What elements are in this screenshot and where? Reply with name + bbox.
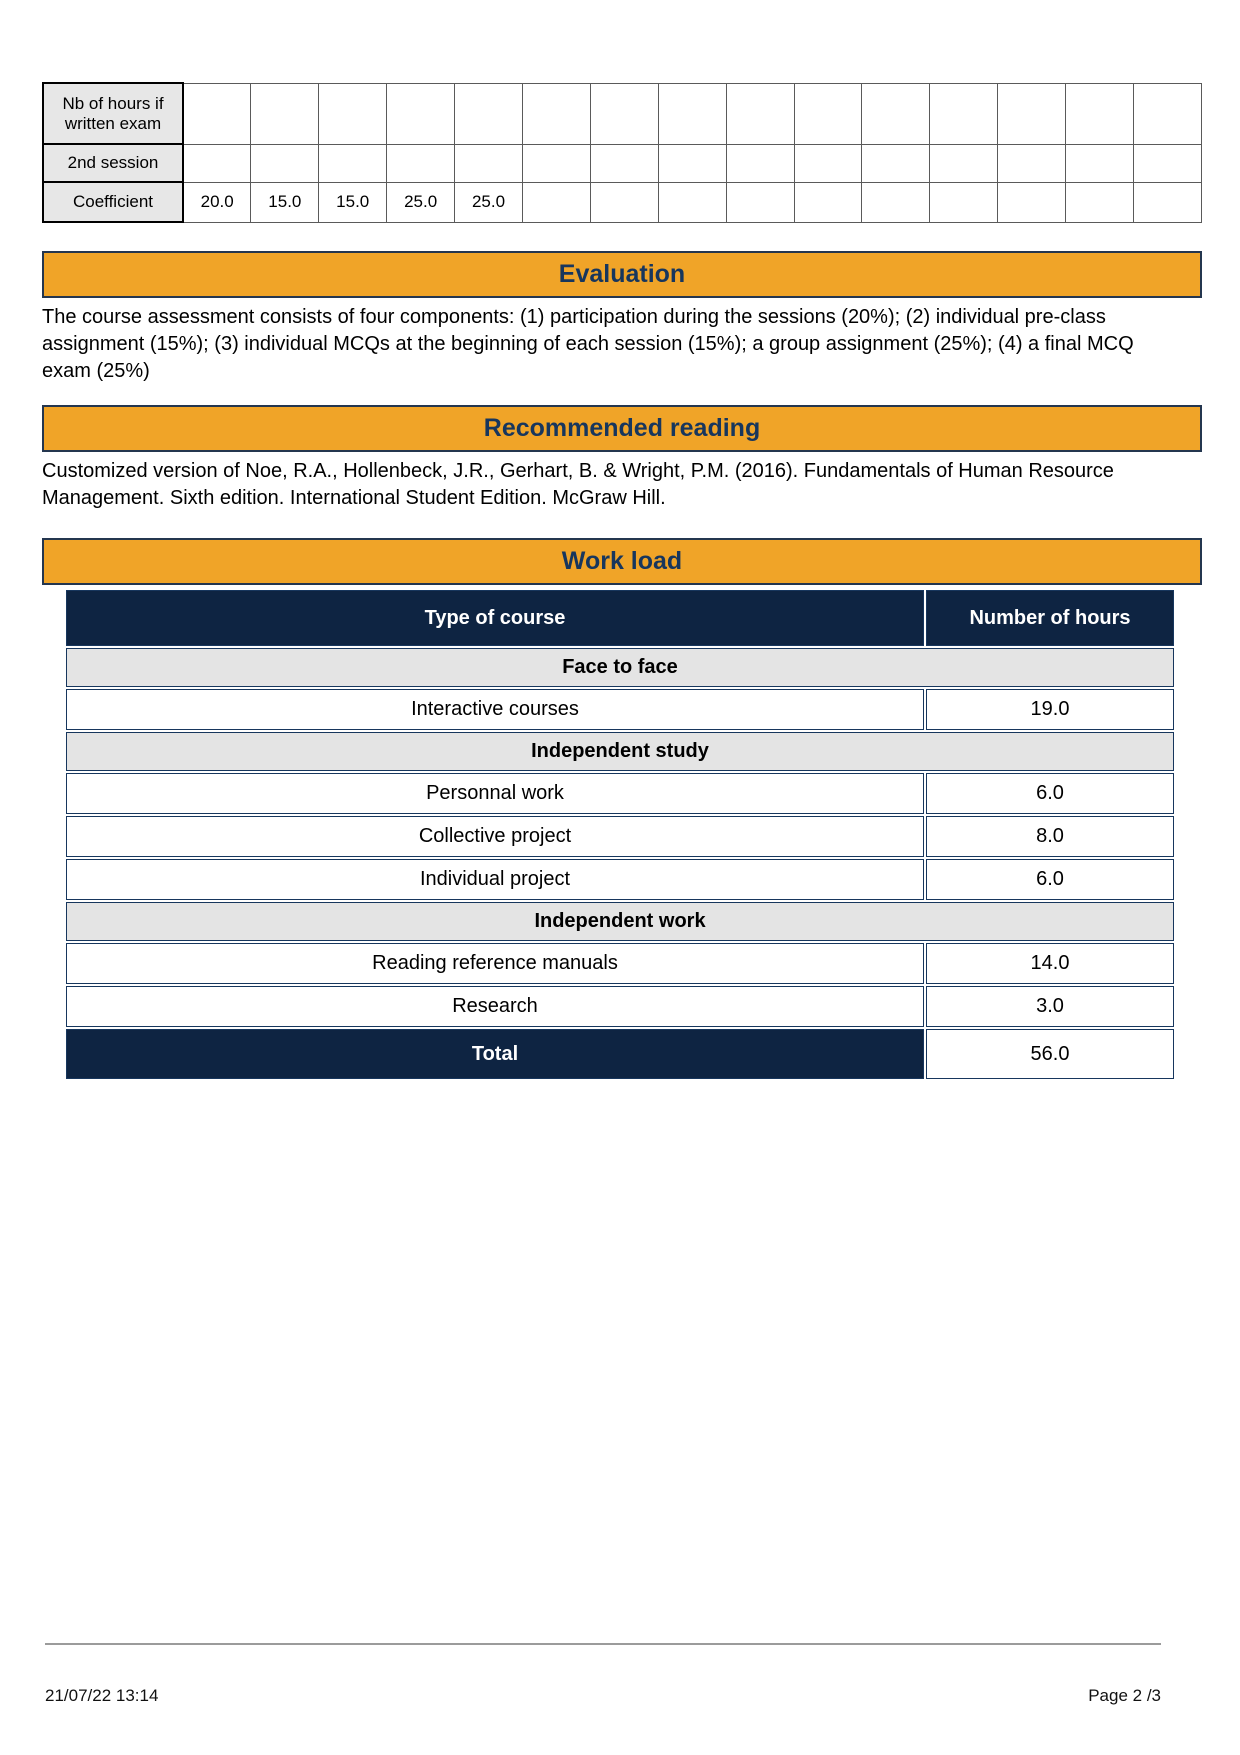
session-cell [522,144,590,182]
workload-header-row [66,590,1174,646]
session-cell [590,83,658,144]
workload-row-section [66,732,1174,771]
session-cell [726,182,794,222]
session-cell [930,182,998,222]
workload-row-data [66,986,1174,1027]
session-cell [590,182,658,222]
workload-row-data [66,943,1174,984]
session-cell [590,144,658,182]
session-cell [862,83,930,144]
workload-row-data [66,859,1174,900]
recommended-reading-body: Customized version of Noe, R.A., Hollenbeck, J.R., Gerhart, B. & Wright, P.M. (2016). Fundamentals of Human Resource Management. Sixth edition. International Student Edition. McGraw Hill. [42,460,1114,509]
workload-row-total [66,1029,1174,1079]
sessions-table-row [43,83,1202,144]
session-cell [251,83,319,144]
session-cell [930,83,998,144]
session-cell: 15.0 [251,182,319,222]
recommended-reading-title: Recommended reading [483,414,761,442]
session-cell [455,83,523,144]
session-cell [1066,182,1134,222]
session-cell [930,144,998,182]
session-cell [998,83,1066,144]
session-cell [387,144,455,182]
session-cell [319,144,387,182]
session-cell [794,83,862,144]
session-cell [1066,144,1134,182]
sessions-table-row [43,182,1202,222]
session-cell [794,144,862,182]
workload-row-data [66,689,1174,730]
workload-table-body [66,648,1174,1079]
footer-divider [45,1643,1161,1645]
workload-row-data [66,773,1174,814]
session-cell [183,144,251,182]
session-cell [522,83,590,144]
evaluation-title: Evaluation [558,260,686,288]
session-cell [658,144,726,182]
session-cell [319,83,387,144]
workload-section-label: Independent work [66,902,1174,941]
session-cell: 15.0 [319,182,387,222]
session-cell: 25.0 [455,182,523,222]
footer-datetime: 21/07/22 13:14 [45,1686,159,1705]
session-cell [998,182,1066,222]
session-cell [998,144,1066,182]
workload-type-cell: Collective project [66,816,924,857]
workload-type-cell: Research [66,986,924,1027]
workload-section-label: Independent study [66,732,1174,771]
workload-row-section [66,902,1174,941]
evaluation-body: The course assessment consists of four components: (1) participation during the sessions (20%); (2) individual pre-class assignment (15%); (3) individual MCQs at the beginning of each session (15%); a group assignment (25%); (4) a final MCQ exam (25%) [42,306,1134,382]
workload-row-data [66,816,1174,857]
workload-section-label: Face to face [66,648,1174,687]
workload-type-cell: Interactive courses [66,689,924,730]
session-cell [387,83,455,144]
session-cell [522,182,590,222]
workload-title: Work load [561,547,683,575]
workload-type-cell: Total [66,1029,924,1079]
workload-hours-cell: 19.0 [926,689,1174,730]
sessions-table-body [43,83,1202,222]
sessions-table [42,82,1202,223]
footer-page-number: Page 2 /3 [1088,1686,1161,1705]
session-cell: 25.0 [387,182,455,222]
workload-type-cell: Individual project [66,859,924,900]
session-cell [658,83,726,144]
workload-hours-cell: 8.0 [926,816,1174,857]
workload-hours-cell: 6.0 [926,773,1174,814]
workload-banner [42,538,1202,585]
session-cell [862,182,930,222]
session-cell [1133,182,1201,222]
workload-row-section [66,648,1174,687]
workload-hours-cell: 3.0 [926,986,1174,1027]
workload-type-cell: Personnal work [66,773,924,814]
workload-hours-cell: 56.0 [926,1029,1174,1079]
session-cell [794,182,862,222]
session-cell [1066,83,1134,144]
session-cell [726,83,794,144]
recommended-reading-banner [42,405,1202,452]
workload-hours-cell: 6.0 [926,859,1174,900]
workload-col-number-of-hours: Number of hours [926,590,1174,646]
workload-table [64,588,1176,1081]
evaluation-banner [42,251,1202,298]
workload-type-cell: Reading reference manuals [66,943,924,984]
row-label: Nb of hours if written exam [43,83,183,144]
session-cell: 20.0 [183,182,251,222]
session-cell [455,144,523,182]
footer [45,1686,1161,1706]
session-cell [251,144,319,182]
workload-hours-cell: 14.0 [926,943,1174,984]
session-cell [1133,144,1201,182]
session-cell [658,182,726,222]
session-cell [862,144,930,182]
session-cell [726,144,794,182]
workload-col-type-of-course: Type of course [66,590,924,646]
page-content [42,82,1202,1081]
row-label: Coefficient [43,182,183,222]
sessions-table-row [43,144,1202,182]
row-label: 2nd session [43,144,183,182]
session-cell [183,83,251,144]
session-cell [1133,83,1201,144]
